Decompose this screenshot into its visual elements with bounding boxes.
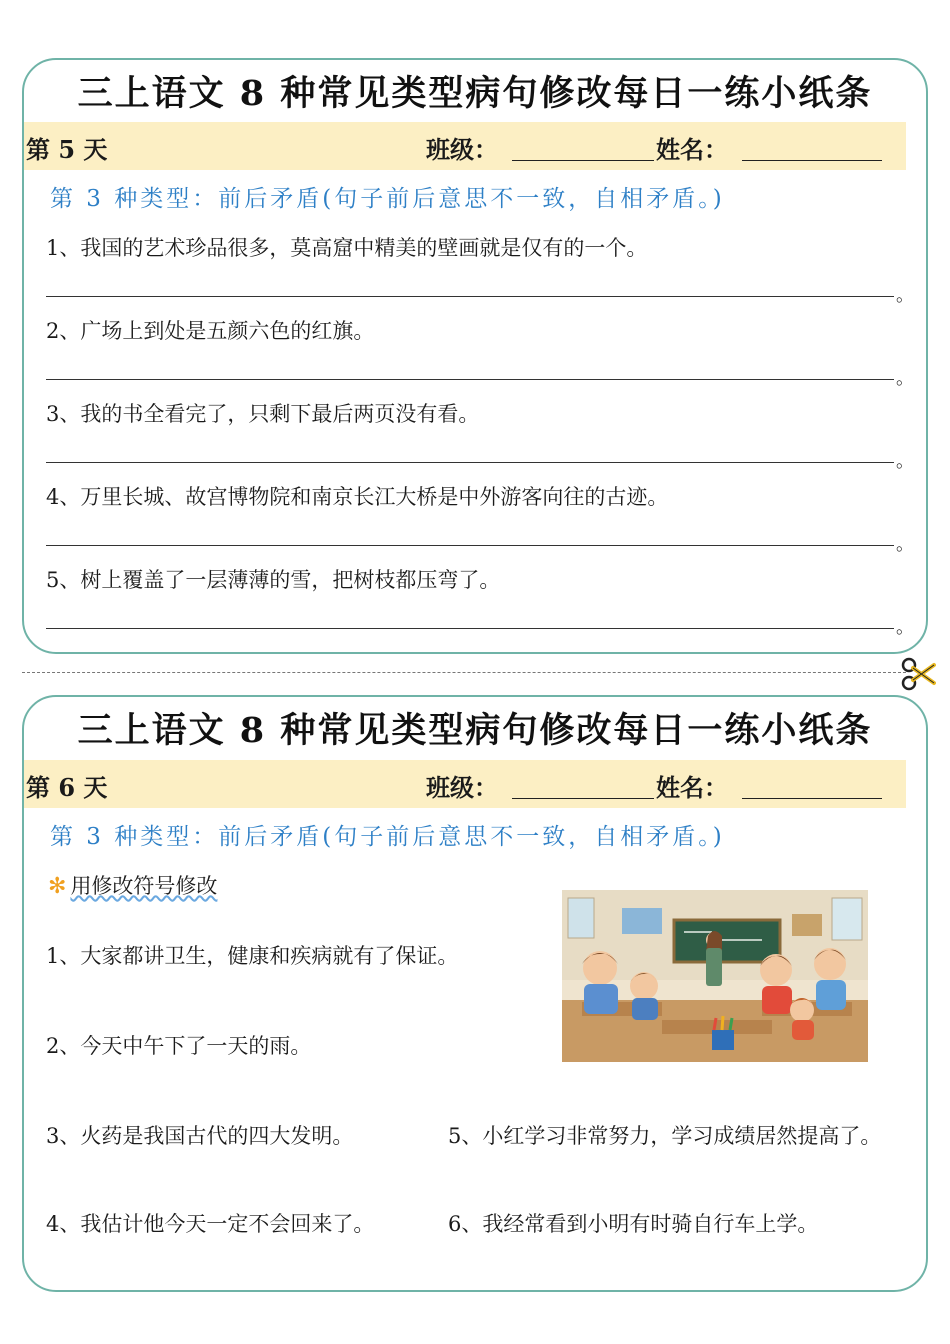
class-blank[interactable]	[512, 798, 654, 799]
class-label: 班级：	[426, 773, 498, 802]
answer-line-4[interactable]	[46, 545, 894, 546]
period-mark: 。	[896, 285, 914, 306]
info-bar-bottom	[24, 760, 906, 808]
classroom-illustration	[562, 890, 868, 1062]
day-label: 第 5 天	[26, 135, 108, 164]
instruction-text: 用修改符号修改	[70, 874, 218, 898]
period-mark: 。	[896, 617, 914, 638]
worksheet-title: 三上语文 8 种常见类型病句修改每日一练小纸条	[77, 710, 873, 751]
period-mark: 。	[896, 451, 914, 472]
type-description: 第 3 种类型：前后矛盾(句子前后意思不一致，自相矛盾。)	[50, 186, 725, 212]
day-label: 第 6 天	[26, 773, 108, 802]
worksheet-title: 三上语文 8 种常见类型病句修改每日一练小纸条	[77, 73, 873, 114]
answer-line-5[interactable]	[46, 628, 894, 629]
type-description: 第 3 种类型：前后矛盾(句子前后意思不一致，自相矛盾。)	[50, 824, 725, 850]
scissors-icon	[900, 657, 936, 691]
question-4: 4、万里长城、故宫博物院和南京长江大桥是中外游客向往的古迹。	[46, 485, 669, 509]
name-blank[interactable]	[742, 798, 882, 799]
question-1: 1、大家都讲卫生，健康和疾病就有了保证。	[46, 944, 459, 968]
cut-line	[22, 672, 906, 673]
name-label: 姓名：	[656, 135, 728, 164]
instruction	[48, 870, 217, 900]
class-blank[interactable]	[512, 160, 654, 161]
name-blank[interactable]	[742, 160, 882, 161]
question-6: 6、我经常看到小明有时骑自行车上学。	[448, 1212, 819, 1236]
class-label: 班级：	[426, 135, 498, 164]
question-5: 5、小红学习非常努力，学习成绩居然提高了。	[448, 1124, 882, 1148]
question-3: 3、我的书全看完了，只剩下最后两页没有看。	[46, 402, 480, 426]
answer-line-2[interactable]	[46, 379, 894, 380]
period-mark: 。	[896, 534, 914, 555]
question-1: 1、我国的艺术珍品很多，莫高窟中精美的壁画就是仅有的一个。	[46, 236, 648, 260]
period-mark: 。	[896, 368, 914, 389]
name-label: 姓名：	[656, 773, 728, 802]
asterisk-icon: ✻	[48, 874, 67, 899]
question-2: 2、今天中午下了一天的雨。	[46, 1034, 312, 1058]
question-3: 3、火药是我国古代的四大发明。	[46, 1124, 354, 1148]
question-2: 2、广场上到处是五颜六色的红旗。	[46, 319, 375, 343]
question-4: 4、我估计他今天一定不会回来了。	[46, 1212, 375, 1236]
question-5: 5、树上覆盖了一层薄薄的雪，把树枝都压弯了。	[46, 568, 501, 592]
info-bar-top	[24, 122, 906, 170]
answer-line-3[interactable]	[46, 462, 894, 463]
answer-line-1[interactable]	[46, 296, 894, 297]
